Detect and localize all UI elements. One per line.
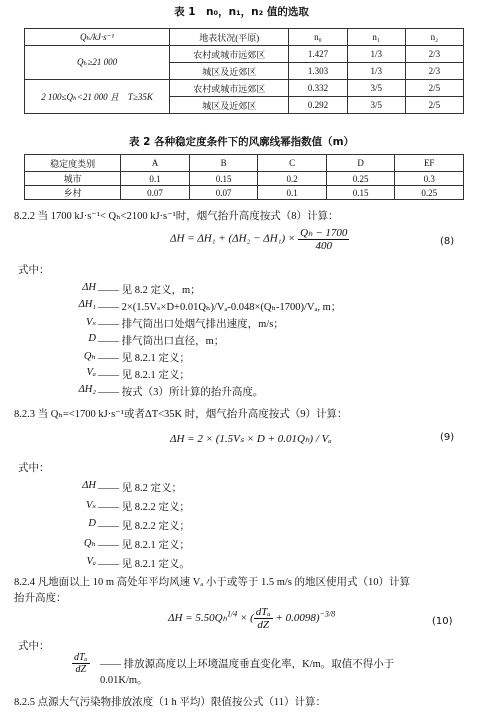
table-cell: 0.332 [289, 80, 347, 97]
table-header: EF [395, 155, 464, 172]
where-label: 式中： [18, 463, 50, 474]
table1 [24, 28, 464, 114]
equation-10-number: (10) [432, 616, 453, 627]
table-cell: 2/3 [405, 63, 463, 80]
equation-10-fraction [254, 606, 273, 631]
table-cell: 0.25 [395, 186, 464, 200]
table-cell: 城市 [25, 172, 121, 186]
where-label: 式中： [18, 641, 50, 652]
definition-symbol: ΔH [82, 282, 96, 293]
definition-denominator: dZ [75, 664, 87, 675]
table-header: C [258, 155, 327, 172]
table-cell: 0.1 [121, 172, 190, 186]
equation-8-number: (8) [440, 236, 455, 247]
section-8-2-5-text: 8.2.5 点源大气污染物排放浓度（1 h 平均）限值按公式（11）计算： [14, 697, 326, 708]
equation-10-right: + 0.0098) [275, 612, 320, 625]
equation-8-fraction [298, 226, 349, 252]
equation-10-exponent2: −3/8 [319, 609, 336, 619]
table-row [25, 46, 464, 63]
table-group-label: 2 100≤Qₕ<21 000 且 T≥35K [25, 80, 170, 114]
table-cell: 城区及近郊区 [170, 63, 289, 80]
equation-9: ΔH = 2 × (1.5Vₛ × D + 0.01Qₕ) / Vₐ [170, 433, 332, 445]
equation-10-mid: × ( [239, 612, 254, 625]
equation-9-number: (9) [440, 432, 455, 443]
equation-10-left: ΔH = 5.50Qₕ [168, 612, 227, 625]
table-header: A [121, 155, 190, 172]
equation-10 [168, 606, 335, 631]
table-header: D [326, 155, 395, 172]
definition-fraction [72, 652, 90, 675]
equation-10-denominator: dZ [257, 619, 270, 631]
definition-symbol: Vₐ [86, 556, 96, 567]
table-cell: 0.3 [395, 172, 464, 186]
definition-symbol: Vₛ [86, 317, 96, 328]
table-cell: 0.07 [189, 186, 258, 200]
equation-8-lhs: ΔH = ΔH₁ + (ΔH₂ − ΔH₁) × [170, 232, 296, 245]
table-cell: 0.2 [258, 172, 327, 186]
table-cell: 1/3 [347, 63, 405, 80]
table-cell: 0.07 [121, 186, 190, 200]
equation-10-exponent: 1/4 [226, 609, 238, 619]
definition-text: —— 见 8.2.1 定义； [98, 353, 190, 364]
definition-text: —— 2×(1.5Vₛ×D+0.01Qₕ)/Vₐ-0.048×(Qₕ-1700)/Vₐ, m； [98, 302, 342, 313]
table-cell: 0.25 [326, 172, 395, 186]
table-cell: 0.15 [189, 172, 258, 186]
equation-8-denominator: 400 [315, 240, 332, 252]
table-cell: 城区及近郊区 [170, 97, 289, 114]
table-header: n₁ [347, 29, 405, 46]
table-row [25, 186, 464, 200]
table-cell: 2/3 [405, 46, 463, 63]
table-cell: 1.427 [289, 46, 347, 63]
equation-8 [170, 226, 349, 252]
definition-text: —— 见 8.2 定义，m； [98, 285, 201, 296]
equation-10-numerator: dTₐ [255, 606, 271, 618]
table-header: n₀ [289, 29, 347, 46]
definition-symbol: Qₕ [83, 351, 96, 362]
definition-text: —— 排气筒出口处烟气排出速度，m/s； [98, 319, 284, 330]
section-8-2-3-text: 8.2.3 当 Qₕ=<1700 kJ·s⁻¹或者ΔT<35K 时，烟气抬升高度按式（9）计算： [14, 409, 348, 420]
equation-8-numerator: Qₕ − 1700 [300, 227, 348, 239]
table-header: B [189, 155, 258, 172]
section-8-2-2-text: 8.2.2 当 1700 kJ·s⁻¹< Qₕ<2100 kJ·s⁻¹时，烟气抬升高度按式（8）计算： [14, 211, 339, 222]
definition-text-cont: 0.01K/m。 [100, 675, 148, 686]
table-cell: 0.15 [326, 186, 395, 200]
table-header: 稳定度类别 [25, 155, 121, 172]
definition-text: —— 排气筒出口直径，m； [98, 336, 225, 347]
definition-text: —— 见 8.2.2 定义； [98, 521, 190, 532]
definition-symbol: D [88, 333, 96, 344]
definition-symbol: ΔH₁ [78, 299, 96, 310]
section-8-2-4-text-line1: 8.2.4 凡地面以上 10 m 高处年平均风速 Vₐ 小于或等于 1.5 m/s 的地区使用式（10）计算 [14, 577, 411, 588]
definition-symbol: Vₛ [86, 500, 96, 511]
table2 [24, 154, 464, 200]
table-cell: 0.1 [258, 186, 327, 200]
definition-text: —— 见 8.2.1 定义； [98, 370, 190, 381]
table-group-label: Qₕ≥21 000 [25, 46, 170, 80]
table1-caption: 表 1 n₀，n₁，n₂ 值的选取 [174, 6, 309, 18]
definition-text: —— 排放源高度以上环境温度垂直变化率，K/m。取值不得小于 [100, 659, 395, 670]
definition-symbol: Vₐ [86, 367, 96, 378]
definition-symbol: D [88, 518, 96, 529]
table-cell: 1.303 [289, 63, 347, 80]
definition-text: —— 按式（3）所计算的抬升高度。 [98, 387, 264, 398]
table-cell: 1/3 [347, 46, 405, 63]
definition-symbol: ΔH [82, 480, 96, 491]
section-8-2-4-text-line2: 抬升高度： [14, 593, 67, 604]
table-cell: 3/5 [347, 80, 405, 97]
table-cell: 2/5 [405, 80, 463, 97]
table-cell: 3/5 [347, 97, 405, 114]
table-header: Qₕ/kJ·s⁻¹ [25, 29, 170, 46]
table2-caption: 表 2 各种稳定度条件下的风廓线幂指数值（m） [128, 136, 355, 148]
definition-text: —— 见 8.2 定义； [98, 483, 182, 494]
where-label: 式中： [18, 265, 50, 276]
table-row [25, 155, 464, 172]
table-row [25, 80, 464, 97]
table-cell: 农村或城市远郊区 [170, 46, 289, 63]
definition-symbol: Qₕ [83, 538, 96, 549]
definition-symbol: ΔH₂ [78, 384, 96, 395]
table-header: 地表状况(平原) [170, 29, 289, 46]
table-cell: 0.292 [289, 97, 347, 114]
definition-numerator: dTₐ [74, 652, 88, 663]
table-row [25, 29, 464, 46]
table-row [25, 172, 464, 186]
table-cell: 农村或城市远郊区 [170, 80, 289, 97]
definition-text: —— 见 8.2.1 定义。 [98, 559, 190, 570]
table-header: n₂ [405, 29, 463, 46]
table-cell: 2/5 [405, 97, 463, 114]
table-cell: 乡村 [25, 186, 121, 200]
definition-text: —— 见 8.2.1 定义； [98, 540, 190, 551]
definition-text: —— 见 8.2.2 定义； [98, 502, 190, 513]
